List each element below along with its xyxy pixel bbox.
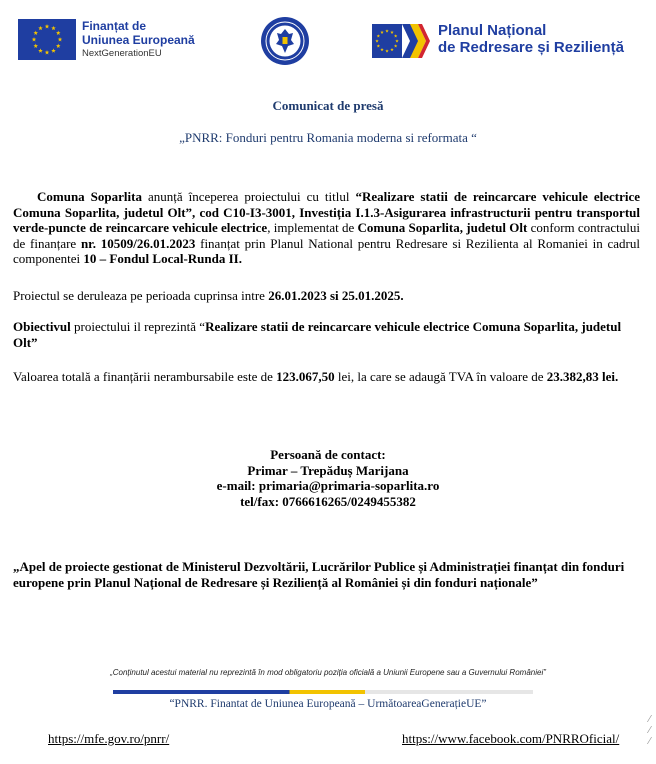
objective-label: Obiectivul (13, 319, 71, 334)
eu-logo-line-2: Uniunea Europeană (82, 33, 195, 47)
period-paragraph (13, 288, 640, 304)
contact-email: e-mail: primaria@primaria-soparlita.ro (216, 478, 440, 494)
eu-flag-icon (18, 19, 76, 60)
intro-text-2: , implementat de (267, 220, 358, 236)
page-edge-mark: ⁄ ⁄ ⁄ (649, 714, 651, 747)
facebook-pnrr-link[interactable]: https://www.facebook.com/PNRROficial/ (402, 731, 620, 746)
pnrr-logo-line-2: de Redresare și Reziliență (438, 39, 624, 56)
intro-text-1: anunță începerea proiectului cu titlul (141, 189, 356, 204)
value-text-2: lei, la care se adaugă TVA în valoare de (334, 369, 547, 384)
value-text-1: Valoarea totală a finanțării nerambursabile este de (13, 369, 277, 384)
objective-paragraph (13, 319, 640, 350)
contact-block (0, 447, 656, 509)
eu-logo-line-3: NextGenerationEU (82, 48, 162, 59)
footer-divider (113, 690, 533, 694)
guvernul-romaniei-seal-icon (260, 16, 310, 66)
intro-text-4: finanțat prin Planul National pentru Redresare si Rezilienta al Romaniei in cadrul componentei (13, 235, 641, 267)
call-for-projects: „Apel de proiecte gestionat de Ministerul Dezvoltării, Lucrărilor Publice și Administrației finanțat din fonduri europene prin Planul Național de Redresare și Reziliență al României și din fonduri naționale” (13, 559, 625, 590)
value-vat-amount: 23.382,83 lei. (546, 369, 619, 384)
intro-project-title: “Realizare statii de reincarcare vehicule electrice Comuna Soparlita, judetul Olt”, cod C10-I3-3001, Investiția I.1.3-Asigurarea infrastructurii pentru transportul verde-puncte de reincarcare vehicule electrice (13, 189, 640, 236)
value-paragraph (13, 369, 640, 385)
press-release-title: Comunicat de presă (272, 98, 384, 113)
objective-text: proiectului il reprezintă “ (70, 319, 206, 334)
disclaimer: „Conținutul acestui material nu reprezintă în mod obligatoriu poziția oficială a Uniunii Europene sau a Guvernului României” (110, 668, 546, 677)
value-amount: 123.067,50 (276, 369, 335, 384)
objective-title: Realizare statii de reincarcare vehicule electrice Comuna Soparlita, judetul Olt” (13, 319, 622, 350)
logo-header (0, 0, 656, 78)
contact-phone: tel/fax: 0766616265/0249455382 (240, 493, 416, 509)
intro-contract-number: nr. 10509/26.01.2023 (80, 235, 196, 251)
pnrr-logo (372, 20, 642, 64)
pnrr-arrow-icon (372, 24, 430, 58)
press-release-subtitle: „PNRR: Fonduri pentru Romania moderna si reformata “ (179, 130, 477, 145)
mfe-pnrr-link[interactable]: https://mfe.gov.ro/pnrr/ (48, 731, 170, 746)
contact-heading: Persoană de contact: (270, 447, 386, 462)
period-dates: 26.01.2023 si 25.01.2025. (268, 288, 404, 303)
eu-funding-logo (18, 19, 208, 65)
intro-beneficiary: Comuna Soparlita (37, 189, 142, 204)
intro-text-3: conform contractului de finanțare (13, 220, 640, 251)
contact-name: Primar – Trepăduș Marijana (247, 462, 409, 478)
eu-logo-line-1: Finanțat de (82, 19, 147, 33)
pnrr-logo-line-1: Planul Național (438, 22, 547, 39)
intro-paragraph (13, 189, 640, 267)
intro-component: 10 – Fondul Local-Runda II. (83, 251, 242, 267)
footer-tagline: “PNRR. Finantat de Uniunea Europeană – UrmătoareaGenerațieUE” (169, 698, 487, 710)
intro-implementer: Comuna Soparlita, judetul Olt (357, 220, 528, 236)
period-text: Proiectul se deruleaza pe perioada cuprinsa intre (13, 288, 269, 303)
